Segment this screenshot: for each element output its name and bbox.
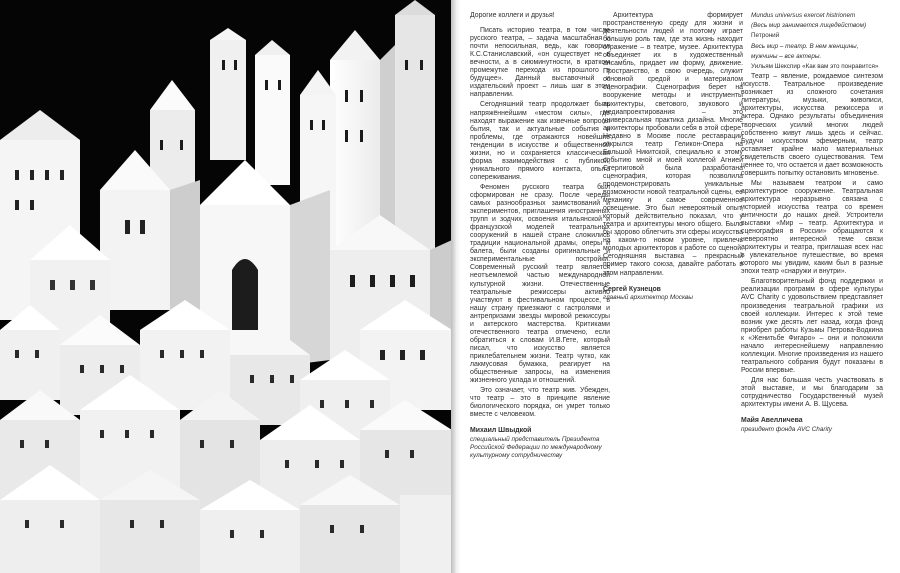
epigraph-line: мужчины – все актеры. xyxy=(751,52,822,60)
paragraph: Для нас большая честь участвовать в этой выставке, и мы благодарим за сотрудничество Государственный музей архитектуры имени А. В. Щусева. xyxy=(741,376,883,409)
epigraph-line: Mundus universus exercet histrionem xyxy=(751,12,856,19)
epigraph-line: (Весь мир занимается лицедейством) xyxy=(751,22,867,30)
signature-name: Михаил Швыдкой xyxy=(470,427,532,435)
signature-name: Майя Авелличева xyxy=(741,417,803,425)
signature-role: президент фонда AVC Charity xyxy=(741,425,832,433)
signature-name: Сергей Кузнецов xyxy=(603,285,661,293)
greeting: Дорогие коллеги и друзья! xyxy=(470,12,555,19)
epigraph-source: Уильям Шекспир «Как вам это понравится» xyxy=(751,63,879,71)
paragraph: Мы называем театром и само архитектурное сооружение. Театральная архитектура неразрывно связана с историей искусства театра со времен античности до наших дней. Устроители выставки «Мир – театр. Архитектура и сценография в России» обращаются к невероятно интересной теме связи архитектуры и театра, приглашая всех нас в увлекательное путешествие, во время которого мы увидим, каким был в разные эпохи театр «снаружи и внутри». xyxy=(741,179,883,276)
paragraph: Сегодняшний театр продолжает быть напряжённейшим «местом силы», где находят выражение как извечные вопросы бытия, так и актуальные события и проблемы, где отражаются новейшие тенденции в искусстве и общественной жизни, но и сохраняется классическая форма взаимодействия с публикой, уникального прямого контакта, опыта сопереживания. xyxy=(470,101,610,181)
paragraph: Архитектура формирует пространственную среду для жизни и деятельности людей и поэтому играет большую роль там, где эта жизнь находит отражение – в театре, музее. Архитектура объединяет их в художественный ансамбль, придает им форму, движение. Пространство, в свою очередь, служит основной средой и материалом сценографии. Сценография берет на вооружение методы и инструменты архитектуры, светового, звукового и медиапроектирования – это универсальная практика дизайна. Многие архитекторы пробовали себя в этой сфере. Недавно в Москве после реставрации открылся театр Геликон-Опера на Большой Никитской, специально к этому событию мной и моей коллегой Агнией Стерлиговой была разработана сценография, которая позволила продемонстрировать уникальные возможности новой театральной сцены, ее механику и самое современное освещение. Это был невероятный опыт, который действительно показал, что у театра и архитектуры много общего. Было бы здорово облегчить эти сферы искусства на каком-то новом уровне, привлечь молодых архитекторов к работе со сценой. Сегодняшняя выставка – прекрасный пример такого союза, давайте работать в этом направлении. xyxy=(603,12,743,277)
paragraph: Благотворительный фонд поддержки и реализации программ в сфере культуры AVC Charity с удовольствием представляет произведения театральной графики из своей коллекции. Интерес к этой теме возник уже десять лет назад, когда фонд приобрел работы Кузьмы Петрова-Водкина к «Женитьбе Фигаро» – они и положили начало интереснейшему направлению коллекции. Многие произведения из нашего театрального собрания будут показаны в России впервые. xyxy=(741,278,883,374)
column-shvydkoy xyxy=(470,12,610,460)
column-kuznetsov xyxy=(603,12,743,302)
epigraph-line: Весь мир – театр. В нем женщины, xyxy=(751,42,859,50)
signature-role: главный архитектор Москвы xyxy=(603,293,693,301)
signature xyxy=(470,427,610,460)
column-avelicheva xyxy=(741,12,883,434)
paragraph: Это означает, что театр жив. Убежден, что театр – это в принципе явление биологического порядка, он умрет только вместе с человеком. xyxy=(470,387,610,419)
page-gutter xyxy=(451,0,461,573)
paragraph: Театр – явление, рождаемое синтезом искусств. Театральное произведение возникает из сложного сочетания литературы, музыки, живописи, архитектуры, искусства режиссера и актера. Однако результаты объединения творческих усилий многих людей собственно живут лишь здесь и сейчас. Будучи искусством эфемерным, театр оставляет крайне мало материальных свидетельств своего существования. Тем ценнее то, что остается и дает возможность совершить попытку остановить мгновенье. xyxy=(741,73,883,177)
signature xyxy=(741,417,883,434)
signature xyxy=(603,286,743,303)
paragraph: Феномен русского театра был сформирован не сразу. После череды самых разнообразных заимствований и экспериментов, приглашения иностранных трупп и зодчих, освоения итальянской и французской моделей театральных сооружений в нашей стране сложились традиции национальной драмы, оперы и балета, были созданы оригинальные и экспериментальные постройки. Современный русский театр является неотъемлемой частью международной культурной жизни. Отечественные театральные режиссеры активно участвуют в фестивальном процессе, в нашу страну приезжают с гастролями и антрепризами звезды мировой режиссуры и актерского мастерства. Критиками отечественного театра отмечено, если обратиться к словам И.В.Гете, который писал, что искусство является приклебательнем жизни. Театр чутко, как лакмусовая бумажка, реагирует на общественные запросы, на изменения жизненного уклада и отношений. xyxy=(470,183,610,385)
signature-role: специальный представитель Президента Российской Федерации по международному культурному сотрудничеству xyxy=(470,435,602,460)
paragraph: Писать историю театра, в том числе русского театра, – задача масштабная и почти непосильная, ведь, как говорил К.С.Станиславский, «он существует не в вечности, а в сиюминутности, в кратком промежутке перехода из прошлого в будущее». Данный выставочный и издательский проект – лишь шаг в этом направлении. xyxy=(470,27,610,99)
epigraph-source: Петроний xyxy=(751,32,780,40)
